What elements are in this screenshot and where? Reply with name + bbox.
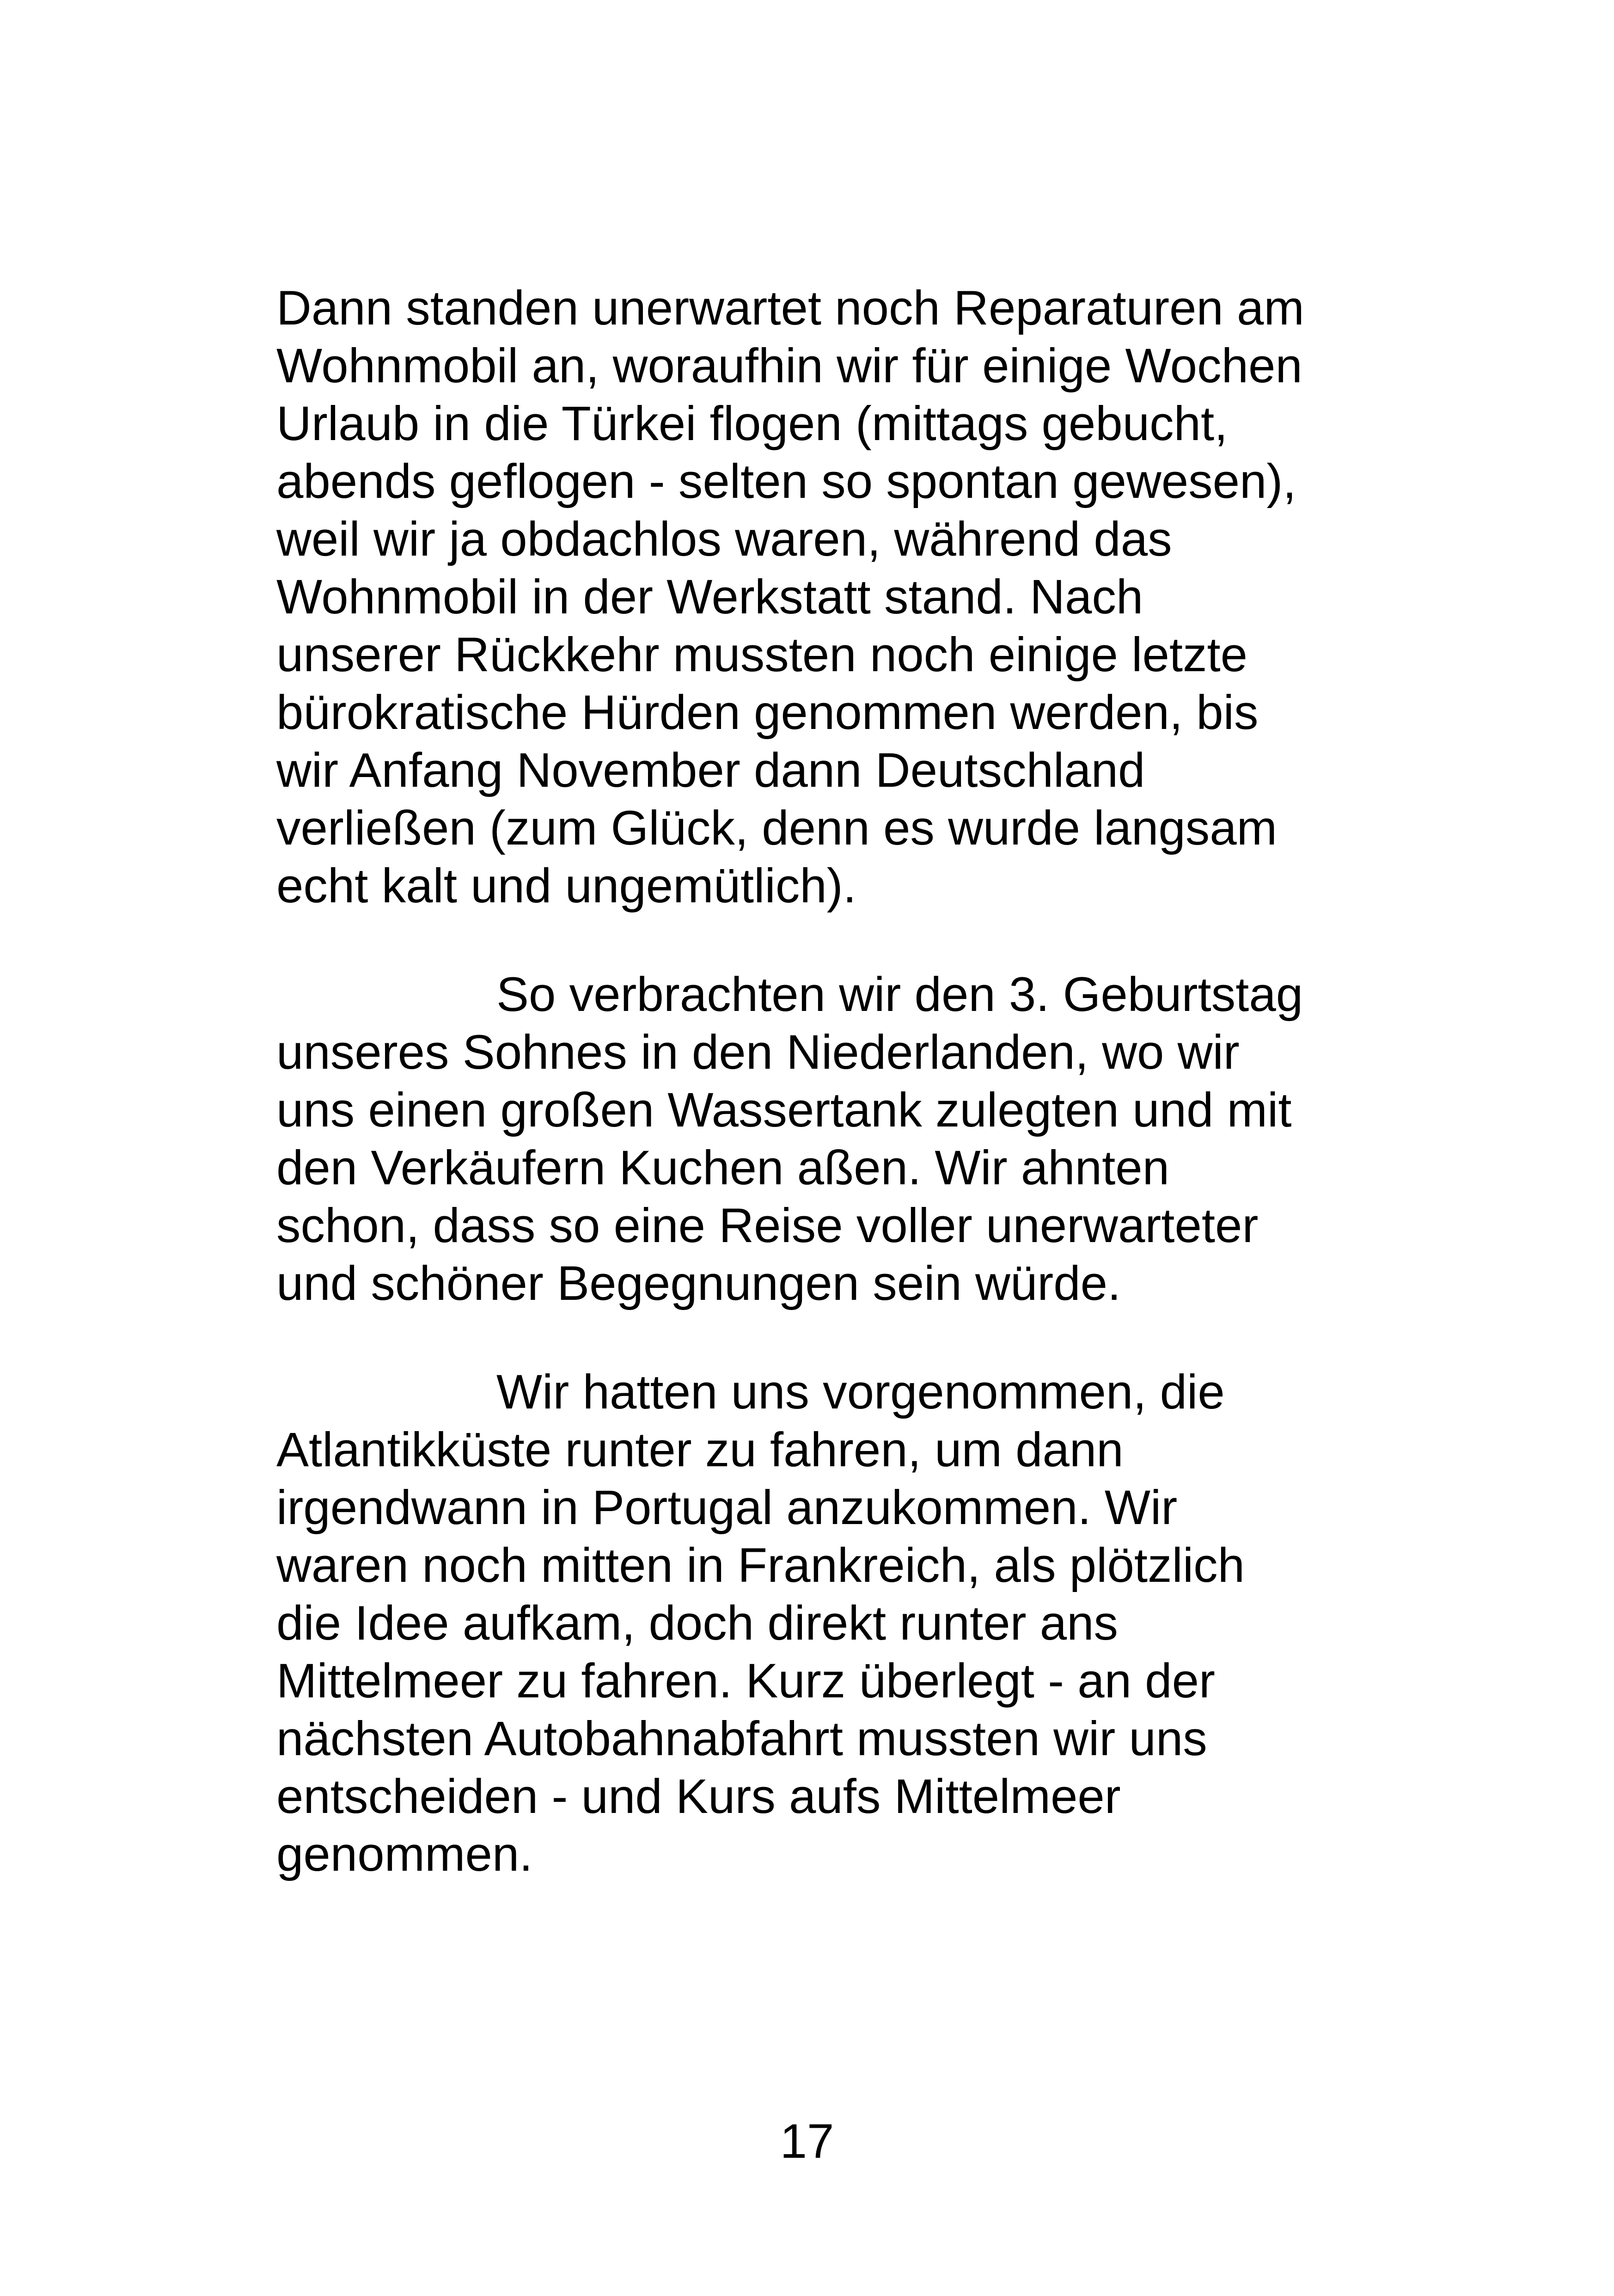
paragraph-2 bbox=[276, 966, 1367, 1312]
text-line: waren noch mitten in Frankreich, als plötzlich bbox=[276, 1538, 1245, 1592]
paragraph-1 bbox=[276, 279, 1367, 915]
paragraph-3 bbox=[276, 1363, 1367, 1883]
text-line: unserer Rückkehr mussten noch einige letzte bbox=[276, 628, 1248, 682]
body-text bbox=[276, 279, 1367, 1883]
text-line: genommen. bbox=[276, 1827, 533, 1881]
text-line: weil wir ja obdachlos waren, während das bbox=[276, 512, 1172, 566]
text-line: und schöner Begegnungen sein würde. bbox=[276, 1256, 1121, 1310]
text-line-indented: So verbrachten wir den 3. Geburtstag bbox=[496, 967, 1303, 1022]
text-line: abends geflogen - selten so spontan gewesen), bbox=[276, 454, 1296, 508]
text-line: uns einen großen Wassertank zulegten und mit bbox=[276, 1083, 1292, 1137]
text-line: bürokratische Hürden genommen werden, bis bbox=[276, 686, 1259, 740]
text-line: Atlantikküste runter zu fahren, um dann bbox=[276, 1423, 1124, 1477]
page-number: 17 bbox=[780, 2114, 834, 2168]
text-line: Wohnmobil in der Werkstatt stand. Nach bbox=[276, 570, 1143, 624]
text-line: verließen (zum Glück, denn es wurde langsam bbox=[276, 801, 1278, 855]
text-line: wir Anfang November dann Deutschland bbox=[276, 743, 1145, 797]
text-line-indented: Wir hatten uns vorgenommen, die bbox=[496, 1365, 1225, 1419]
text-line: irgendwann in Portugal anzukommen. Wir bbox=[276, 1481, 1178, 1535]
text-line: echt kalt und ungemütlich). bbox=[276, 859, 856, 913]
text-line: den Verkäufern Kuchen aßen. Wir ahnten bbox=[276, 1141, 1170, 1195]
text-line: unseres Sohnes in den Niederlanden, wo wir bbox=[276, 1025, 1240, 1079]
text-line: die Idee aufkam, doch direkt runter ans bbox=[276, 1596, 1119, 1650]
text-line: Wohnmobil an, woraufhin wir für einige Wochen bbox=[276, 339, 1302, 393]
text-line: nächsten Autobahnabfahrt mussten wir uns bbox=[276, 1712, 1207, 1766]
text-line: Dann standen unerwartet noch Reparaturen am bbox=[276, 281, 1304, 335]
text-line: schon, dass so eine Reise voller unerwarteter bbox=[276, 1199, 1259, 1253]
text-line: Mittelmeer zu fahren. Kurz überlegt - an der bbox=[276, 1654, 1215, 1708]
text-line: entscheiden - und Kurs aufs Mittelmeer bbox=[276, 1769, 1121, 1824]
text-line: Urlaub in die Türkei flogen (mittags gebucht, bbox=[276, 397, 1228, 451]
